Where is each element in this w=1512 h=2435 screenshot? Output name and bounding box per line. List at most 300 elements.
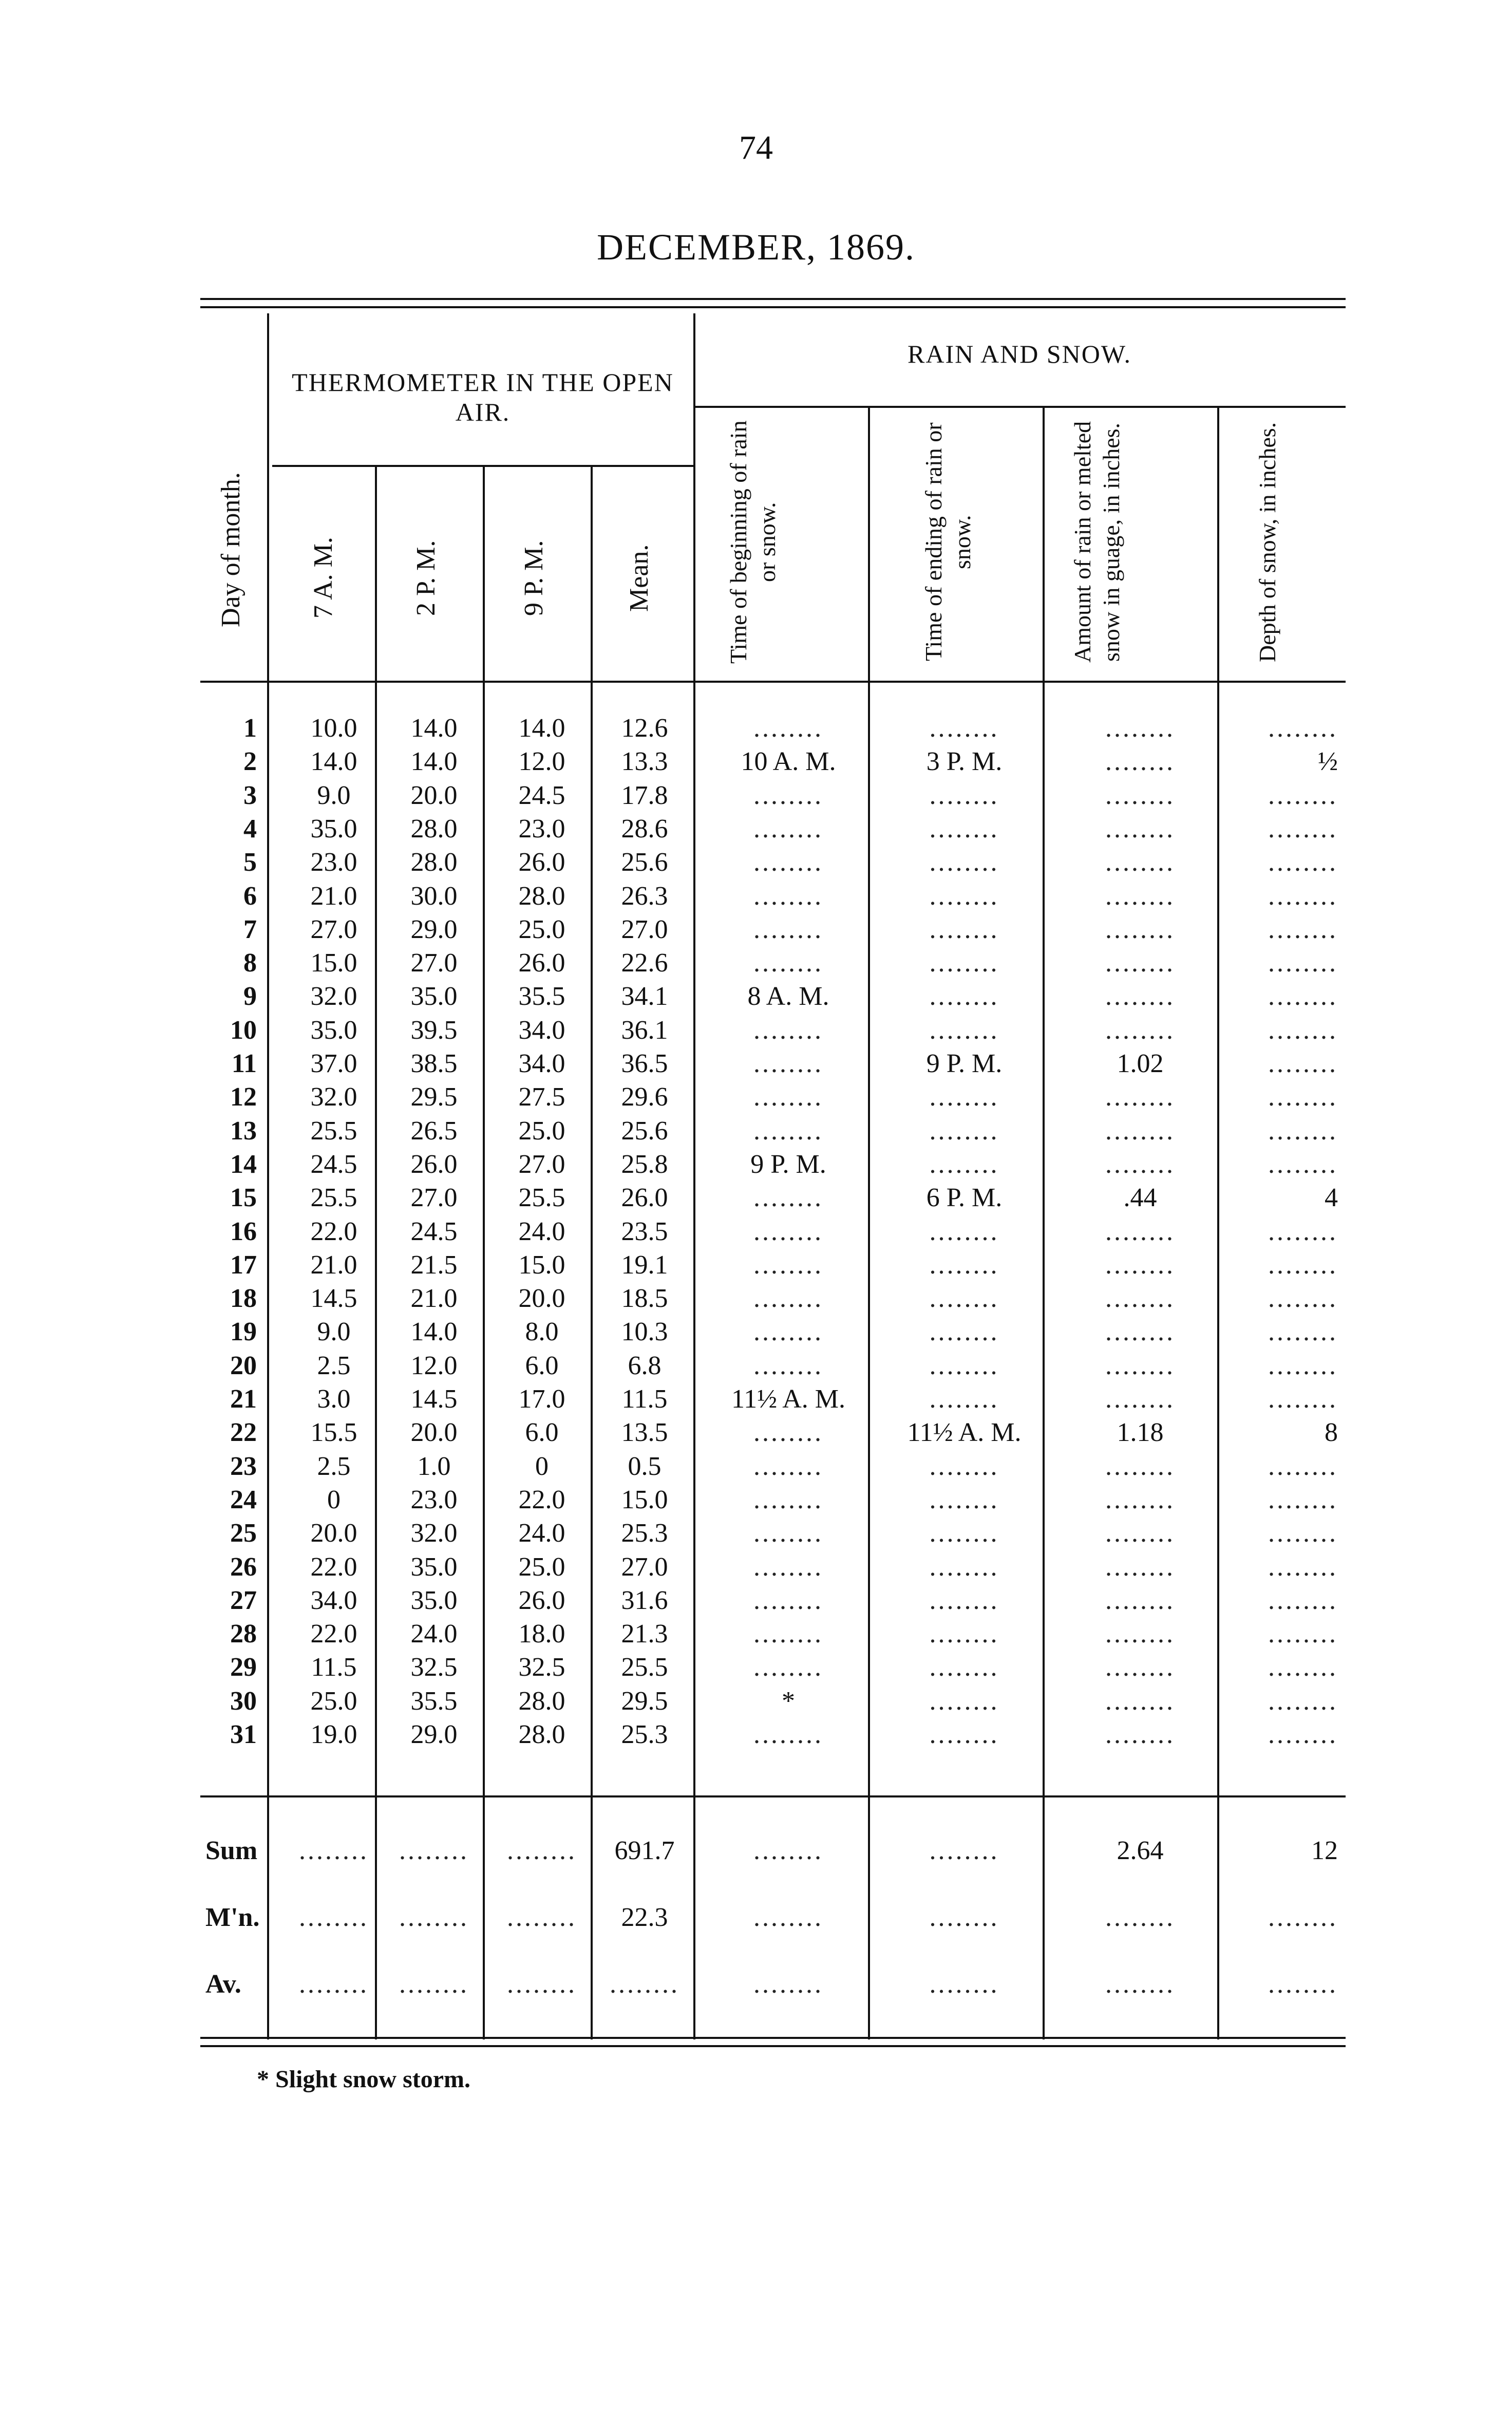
dot-leader: ........ — [753, 1519, 823, 1548]
table-row — [200, 1550, 1346, 1584]
cell-pm9: 22.0 — [518, 1485, 565, 1514]
cell-pm9: 26.0 — [518, 848, 565, 877]
table-row — [200, 1617, 1346, 1651]
dot-leader: ........ — [753, 814, 823, 844]
dot-leader: ........ — [753, 781, 823, 810]
cell-day: 3 — [243, 781, 257, 810]
cell-am7: 0 — [327, 1485, 341, 1514]
header-2pm: 2 P. M. — [411, 540, 441, 616]
cell-pm9: 25.5 — [518, 1183, 565, 1212]
cell-mean: 22.6 — [621, 948, 668, 978]
cell-am7: 2.5 — [317, 1351, 351, 1380]
day-of-month-header: Day of month. — [216, 472, 245, 627]
cell-day: 30 — [230, 1687, 257, 1716]
cell-pm2: 32.5 — [410, 1653, 458, 1682]
cell-pm9: 24.0 — [518, 1519, 565, 1548]
dot-leader: ........ — [1268, 1519, 1338, 1548]
table-row — [200, 779, 1346, 812]
dot-leader: ........ — [753, 1836, 823, 1865]
summary-mean: 691.7 — [614, 1836, 675, 1865]
dot-leader: ........ — [1268, 1351, 1338, 1380]
cell-day: 6 — [243, 882, 257, 911]
table-row — [200, 1248, 1346, 1282]
dot-leader: ........ — [1105, 1970, 1175, 1999]
cell-day: 19 — [230, 1317, 257, 1346]
dot-leader: ........ — [1268, 1317, 1338, 1346]
dot-leader: ........ — [1105, 1351, 1175, 1380]
cell-end: 11½ A. M. — [907, 1418, 1022, 1447]
header-7am: 7 A. M. — [309, 537, 338, 619]
dot-leader: ........ — [1105, 1903, 1175, 1932]
dot-leader: ........ — [1268, 1687, 1338, 1716]
dot-leader: ........ — [1105, 1016, 1175, 1045]
cell-pm2: 12.0 — [410, 1351, 458, 1380]
cell-am7: 35.0 — [310, 814, 357, 844]
header-depth-snow: Depth of snow, in inches. — [1254, 422, 1280, 662]
table-row — [200, 1315, 1346, 1348]
cell-pm2: 23.0 — [410, 1485, 458, 1514]
dot-leader: ........ — [507, 1903, 577, 1932]
dot-leader: ........ — [753, 1016, 823, 1045]
table-row — [200, 1382, 1346, 1416]
summary-label: Sum — [205, 1836, 258, 1865]
thermometer-group-header: THERMOMETER IN THE OPEN AIR. — [292, 368, 674, 426]
cell-mean: 36.5 — [621, 1049, 668, 1078]
cell-day: 27 — [230, 1586, 257, 1615]
table-row — [200, 879, 1346, 913]
dot-leader: ........ — [929, 1619, 999, 1649]
dot-leader: ........ — [929, 1384, 999, 1414]
dot-leader: ........ — [399, 1903, 469, 1932]
table-row — [200, 1516, 1346, 1550]
dot-leader: ........ — [929, 948, 999, 978]
table-row — [200, 1080, 1346, 1114]
table-row — [200, 1349, 1346, 1382]
dot-leader: ........ — [1268, 714, 1338, 743]
cell-begin: 11½ A. M. — [731, 1384, 845, 1414]
cell-pm9: 34.0 — [518, 1049, 565, 1078]
dot-leader: ........ — [753, 1485, 823, 1514]
cell-end: 3 P. M. — [926, 747, 1003, 776]
table-row — [200, 913, 1346, 946]
cell-mean: 31.6 — [621, 1586, 668, 1615]
cell-am7: 25.5 — [310, 1116, 357, 1146]
dot-leader: ........ — [929, 1687, 999, 1716]
cell-day: 29 — [230, 1653, 257, 1682]
cell-pm2: 28.0 — [410, 814, 458, 844]
cell-pm9: 6.0 — [525, 1418, 559, 1447]
dot-leader: ........ — [1268, 1384, 1338, 1414]
dot-leader: ........ — [753, 1653, 823, 1682]
cell-am7: 9.0 — [317, 781, 351, 810]
dot-leader: ........ — [1268, 1150, 1338, 1179]
cell-day: 5 — [243, 848, 257, 877]
dot-leader: ........ — [929, 1116, 999, 1146]
dot-leader: ........ — [1105, 1116, 1175, 1146]
table-row — [200, 946, 1346, 980]
cell-pm9: 18.0 — [518, 1619, 565, 1649]
dot-leader: ........ — [507, 1970, 577, 1999]
cell-depth: ½ — [1318, 747, 1338, 776]
table-row — [200, 980, 1346, 1013]
summary-amount: 2.64 — [1117, 1836, 1164, 1865]
cell-day: 17 — [230, 1250, 257, 1280]
cell-mean: 27.0 — [621, 1552, 668, 1582]
cell-pm9: 24.5 — [518, 781, 565, 810]
cell-mean: 29.6 — [621, 1082, 668, 1112]
dot-leader: ........ — [753, 1720, 823, 1749]
dot-leader: ........ — [1105, 781, 1175, 810]
dot-leader: ........ — [299, 1836, 369, 1865]
cell-depth: 8 — [1325, 1418, 1338, 1447]
cell-begin: 8 A. M. — [747, 982, 829, 1011]
cell-pm2: 14.5 — [410, 1384, 458, 1414]
dot-leader: ........ — [753, 1284, 823, 1313]
cell-pm9: 26.0 — [518, 948, 565, 978]
dot-leader: ........ — [929, 1970, 999, 1999]
dot-leader: ........ — [753, 714, 823, 743]
summary-row — [200, 1901, 1346, 1934]
rain-snow-group-header: RAIN AND SNOW. — [908, 340, 1131, 368]
cell-pm9: 28.0 — [518, 882, 565, 911]
cell-amount: 1.02 — [1117, 1049, 1164, 1078]
cell-pm2: 20.0 — [410, 781, 458, 810]
table-row — [200, 1584, 1346, 1617]
dot-leader: ........ — [753, 1903, 823, 1932]
cell-pm2: 35.0 — [410, 1552, 458, 1582]
cell-pm2: 32.0 — [410, 1519, 458, 1548]
cell-am7: 23.0 — [310, 848, 357, 877]
cell-pm2: 38.5 — [410, 1049, 458, 1078]
cell-pm9: 25.0 — [518, 1116, 565, 1146]
dot-leader: ........ — [1268, 1653, 1338, 1682]
cell-am7: 32.0 — [310, 982, 357, 1011]
dot-leader: ........ — [753, 1116, 823, 1146]
dot-leader: ........ — [929, 848, 999, 877]
cell-begin: 10 A. M. — [741, 747, 836, 776]
cell-pm2: 26.0 — [410, 1150, 458, 1179]
cell-day: 24 — [230, 1485, 257, 1514]
dot-leader: ........ — [753, 915, 823, 944]
cell-end: 9 P. M. — [926, 1049, 1003, 1078]
table-row — [200, 1450, 1346, 1483]
cell-pm2: 35.0 — [410, 982, 458, 1011]
cell-am7: 19.0 — [310, 1720, 357, 1749]
cell-am7: 22.0 — [310, 1217, 357, 1246]
table-row — [200, 1215, 1346, 1248]
dot-leader: ........ — [1105, 714, 1175, 743]
cell-amount: .44 — [1123, 1183, 1157, 1212]
dot-leader: ........ — [753, 1586, 823, 1615]
rain-group-underline — [693, 406, 1346, 408]
summary-depth: 12 — [1311, 1836, 1338, 1865]
page-title: DECEMBER, 1869. — [596, 227, 916, 268]
cell-mean: 25.8 — [621, 1150, 668, 1179]
dot-leader: ........ — [929, 982, 999, 1011]
dot-leader: ........ — [1105, 1452, 1175, 1481]
cell-pm9: 24.0 — [518, 1217, 565, 1246]
dot-leader: ........ — [1105, 848, 1175, 877]
dot-leader: ........ — [507, 1836, 577, 1865]
cell-begin: 9 P. M. — [750, 1150, 826, 1179]
cell-mean: 34.1 — [621, 982, 668, 1011]
dot-leader: ........ — [929, 1552, 999, 1582]
cell-pm2: 29.5 — [410, 1082, 458, 1112]
dot-leader: ........ — [753, 1250, 823, 1280]
cell-mean: 25.6 — [621, 848, 668, 877]
cell-mean: 26.0 — [621, 1183, 668, 1212]
cell-pm9: 28.0 — [518, 1687, 565, 1716]
dot-leader: ........ — [753, 1317, 823, 1346]
cell-pm2: 20.0 — [410, 1418, 458, 1447]
cell-day: 11 — [231, 1049, 257, 1078]
dot-leader: ........ — [929, 714, 999, 743]
cell-day: 4 — [243, 814, 257, 844]
cell-depth: 4 — [1325, 1183, 1338, 1212]
cell-mean: 12.6 — [621, 714, 668, 743]
bottom-rule-inner — [200, 2045, 1346, 2047]
table-row — [200, 1718, 1346, 1751]
cell-pm2: 35.5 — [410, 1687, 458, 1716]
summary-row — [200, 1834, 1346, 1867]
page-number: 74 — [739, 129, 773, 166]
table-row — [200, 1148, 1346, 1181]
cell-day: 13 — [230, 1116, 257, 1146]
dot-leader: ........ — [399, 1970, 469, 1999]
cell-amount: 1.18 — [1117, 1418, 1164, 1447]
cell-mean: 18.5 — [621, 1284, 668, 1313]
cell-mean: 17.8 — [621, 781, 668, 810]
dot-leader: ........ — [1268, 882, 1338, 911]
cell-pm9: 14.0 — [518, 714, 565, 743]
cell-am7: 21.0 — [310, 1250, 357, 1280]
dot-leader: ........ — [929, 1250, 999, 1280]
dot-leader: ........ — [929, 1284, 999, 1313]
table-row — [200, 812, 1346, 846]
cell-day: 28 — [230, 1619, 257, 1649]
header-time-beginning: Time of beginning of rain or snow. — [725, 420, 780, 664]
dot-leader: ........ — [929, 915, 999, 944]
cell-mean: 29.5 — [621, 1687, 668, 1716]
cell-am7: 25.0 — [310, 1687, 357, 1716]
cell-mean: 11.5 — [621, 1384, 668, 1414]
dot-leader: ........ — [1268, 982, 1338, 1011]
cell-pm9: 35.5 — [518, 982, 565, 1011]
cell-pm2: 27.0 — [410, 948, 458, 978]
cell-am7: 21.0 — [310, 882, 357, 911]
dot-leader: ........ — [1268, 1903, 1338, 1932]
cell-pm2: 26.5 — [410, 1116, 458, 1146]
cell-day: 23 — [230, 1452, 257, 1481]
dot-leader: ........ — [1105, 915, 1175, 944]
cell-mean: 26.3 — [621, 882, 668, 911]
dot-leader: ........ — [299, 1970, 369, 1999]
dot-leader: ........ — [929, 1317, 999, 1346]
dot-leader: ........ — [929, 814, 999, 844]
cell-mean: 6.8 — [628, 1351, 662, 1380]
cell-am7: 35.0 — [310, 1016, 357, 1045]
cell-pm9: 15.0 — [518, 1250, 565, 1280]
cell-pm9: 28.0 — [518, 1720, 565, 1749]
dot-leader: ........ — [1105, 1384, 1175, 1414]
dot-leader: ........ — [1105, 1317, 1175, 1346]
table-row — [200, 1114, 1346, 1148]
dot-leader: ........ — [1105, 814, 1175, 844]
cell-day: 7 — [243, 915, 257, 944]
table-row — [200, 1014, 1346, 1047]
dot-leader: ........ — [1105, 1284, 1175, 1313]
table-row — [200, 1047, 1346, 1080]
dot-leader: ........ — [1105, 1687, 1175, 1716]
cell-am7: 24.5 — [310, 1150, 357, 1179]
cell-am7: 37.0 — [310, 1049, 357, 1078]
cell-day: 31 — [230, 1720, 257, 1749]
header-amount-rain: Amount of rain or melted snow in guage, in inches. — [1069, 421, 1124, 663]
dot-leader: ........ — [929, 1653, 999, 1682]
cell-end: 6 P. M. — [926, 1183, 1003, 1212]
dot-leader: ........ — [753, 1970, 823, 1999]
dot-leader: ........ — [753, 1452, 823, 1481]
cell-am7: 25.5 — [310, 1183, 357, 1212]
dot-leader: ........ — [753, 1082, 823, 1112]
dot-leader: ........ — [1105, 982, 1175, 1011]
cell-day: 18 — [230, 1284, 257, 1313]
dot-leader: ........ — [399, 1836, 469, 1865]
dot-leader: ........ — [299, 1903, 369, 1932]
cell-am7: 9.0 — [317, 1317, 351, 1346]
cell-pm9: 34.0 — [518, 1016, 565, 1045]
cell-pm9: 26.0 — [518, 1586, 565, 1615]
dot-leader: ........ — [753, 948, 823, 978]
cell-day: 10 — [230, 1016, 257, 1045]
cell-mean: 23.5 — [621, 1217, 668, 1246]
cell-mean: 25.6 — [621, 1116, 668, 1146]
dot-leader: ........ — [753, 1619, 823, 1649]
summary-mean: 22.3 — [621, 1903, 668, 1932]
dot-leader: ........ — [929, 1903, 999, 1932]
cell-pm2: 14.0 — [410, 714, 458, 743]
dot-leader: ........ — [1268, 1619, 1338, 1649]
cell-pm2: 27.0 — [410, 1183, 458, 1212]
cell-am7: 14.0 — [310, 747, 357, 776]
dot-leader: ........ — [929, 882, 999, 911]
cell-pm9: 12.0 — [518, 747, 565, 776]
cell-day: 21 — [230, 1384, 257, 1414]
cell-pm2: 29.0 — [410, 1720, 458, 1749]
cell-pm2: 1.0 — [417, 1452, 451, 1481]
dot-leader: ........ — [1268, 1284, 1338, 1313]
cell-am7: 32.0 — [310, 1082, 357, 1112]
dot-leader: ........ — [929, 1016, 999, 1045]
cell-am7: 14.5 — [310, 1284, 357, 1313]
dot-leader: ........ — [1105, 1552, 1175, 1582]
dot-leader: ........ — [1268, 1082, 1338, 1112]
dot-leader: ........ — [1105, 1519, 1175, 1548]
cell-pm9: 0 — [535, 1452, 549, 1481]
cell-am7: 15.0 — [310, 948, 357, 978]
dot-leader: ........ — [1268, 848, 1338, 877]
cell-day: 1 — [243, 714, 257, 743]
dot-leader: ........ — [753, 882, 823, 911]
cell-mean: 25.3 — [621, 1519, 668, 1548]
dot-leader: ........ — [753, 1183, 823, 1212]
dot-leader: ........ — [753, 1552, 823, 1582]
dot-leader: ........ — [1105, 882, 1175, 911]
dot-leader: ........ — [1105, 1217, 1175, 1246]
cell-pm9: 8.0 — [525, 1317, 559, 1346]
dot-leader: ........ — [1105, 948, 1175, 978]
dot-leader: ........ — [1268, 1970, 1338, 1999]
cell-mean: 13.5 — [621, 1418, 668, 1447]
dot-leader: ........ — [1105, 1485, 1175, 1514]
cell-day: 20 — [230, 1351, 257, 1380]
cell-pm2: 24.0 — [410, 1619, 458, 1649]
dot-leader: ........ — [1268, 1452, 1338, 1481]
cell-mean: 28.6 — [621, 814, 668, 844]
cell-pm2: 21.5 — [410, 1250, 458, 1280]
cell-pm2: 28.0 — [410, 848, 458, 877]
cell-am7: 22.0 — [310, 1619, 357, 1649]
cell-pm9: 20.0 — [518, 1284, 565, 1313]
top-rule-inner — [200, 306, 1346, 308]
table-row — [200, 711, 1346, 745]
dot-leader: ........ — [929, 1351, 999, 1380]
cell-day: 26 — [230, 1552, 257, 1582]
cell-pm2: 21.0 — [410, 1284, 458, 1313]
top-rule — [200, 298, 1346, 300]
dot-leader: ........ — [929, 1485, 999, 1514]
cell-day: 9 — [243, 982, 257, 1011]
cell-pm9: 17.0 — [518, 1384, 565, 1414]
summary-rule — [200, 1795, 1346, 1797]
cell-pm9: 6.0 — [525, 1351, 559, 1380]
cell-day: 16 — [230, 1217, 257, 1246]
dot-leader: ........ — [753, 848, 823, 877]
table-row — [200, 745, 1346, 778]
cell-am7: 15.5 — [310, 1418, 357, 1447]
cell-day: 2 — [243, 747, 257, 776]
dot-leader: ........ — [1268, 1016, 1338, 1045]
dot-leader: ........ — [929, 1217, 999, 1246]
dot-leader: ........ — [753, 1351, 823, 1380]
cell-mean: 25.3 — [621, 1720, 668, 1749]
cell-pm9: 25.0 — [518, 915, 565, 944]
cell-day: 12 — [230, 1082, 257, 1112]
cell-pm2: 29.0 — [410, 915, 458, 944]
dot-leader: ........ — [1105, 1250, 1175, 1280]
table-row — [200, 1684, 1346, 1718]
cell-day: 25 — [230, 1519, 257, 1548]
cell-am7: 20.0 — [310, 1519, 357, 1548]
dot-leader: ........ — [1105, 1720, 1175, 1749]
cell-mean: 10.3 — [621, 1317, 668, 1346]
dot-leader: ........ — [610, 1970, 679, 1999]
cell-pm9: 32.5 — [518, 1653, 565, 1682]
dot-leader: ........ — [753, 1049, 823, 1078]
dot-leader: ........ — [1268, 1485, 1338, 1514]
bottom-rule — [200, 2037, 1346, 2039]
cell-day: 22 — [230, 1418, 257, 1447]
dot-leader: ........ — [753, 1418, 823, 1447]
header-bottom-rule — [200, 681, 1346, 683]
summary-row — [200, 1968, 1346, 2001]
cell-begin: * — [782, 1687, 795, 1716]
cell-pm2: 30.0 — [410, 882, 458, 911]
dot-leader: ........ — [1268, 1250, 1338, 1280]
dot-leader: ........ — [929, 1082, 999, 1112]
dot-leader: ........ — [929, 1586, 999, 1615]
dot-leader: ........ — [929, 781, 999, 810]
